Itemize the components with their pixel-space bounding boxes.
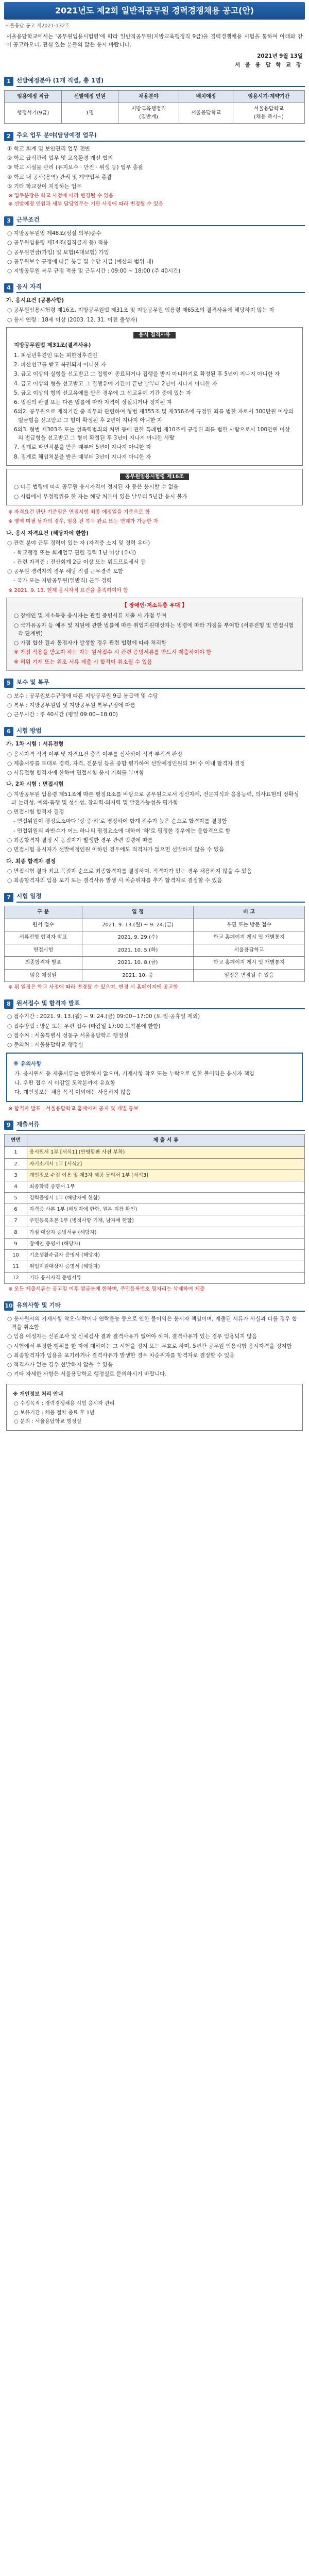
table-cell: 일정은 변경될 수 있음 (194, 969, 305, 982)
list-item: ⑤ 기타 학교장이 지정하는 업무 (7, 183, 82, 190)
qualification-line: - 관련 자격증 : 전산회계 2급 이상 또는 워드프로세서 등 (13, 558, 146, 565)
box-line: ○ 시험에서 부정행위를 한 자는 해당 처분이 있은 날부터 5년간 응시 불가 (14, 493, 187, 500)
apply-red-note: ※ 합격자 발표 : 서울용답학교 홈페이지 공지 및 개별 통보 (8, 1106, 139, 1112)
table-cell: 5 (5, 1193, 27, 1204)
box-title: 【 장애인·저소득층 우대 】 (122, 602, 187, 609)
table-header: 연번 (5, 1134, 27, 1147)
list-item: ○ 지방공무원법 제48조(성실 의무)준수 (7, 230, 101, 237)
box-line: ○ 문의 : 서울용답학교 행정실 (14, 1419, 82, 1425)
exam-line: ○ 면접시험 합격자 결정 (7, 809, 64, 816)
qualification-note: ※ 자격요건 판단 기준일은 면접시험 최종 예정일을 기준으로 함 (8, 509, 150, 515)
qualification-line: ○ 응시 연령 : 18세 이상 (2003. 12. 31. 이전 출생자) (7, 316, 138, 323)
table-cell: 2021. 10. 5.(화) (82, 944, 193, 957)
apply-line: ○ 접수처 : 서울특별시 성동구 서울용답학교 행정실 (7, 1032, 129, 1039)
table-row (5, 1238, 305, 1249)
list-item: ① 학교 회계 및 보안관리 업무 전반 (7, 145, 91, 152)
exam-line: ○ 최종합격자 결정 시 동점자가 발생한 경우 관련 법령에 따름 (7, 837, 153, 843)
table-cell: 면접시험 (5, 944, 82, 957)
box-line: ○ 보유기간 : 채용 절차 종료 후 1년 (14, 1410, 95, 1416)
duties-note: ※ 업무분장은 학교 사정에 따라 변경될 수 있음 ※ 선발예정 인원과 세부 담당업무는 기관 사정에 따라 변경될 수 있음 (8, 193, 163, 207)
table-header: 채용분야 (118, 90, 179, 103)
disqualification-box (6, 327, 303, 466)
table-cell: 임용 예정일 (5, 969, 82, 982)
section-number: 5 (4, 679, 13, 688)
section-title: 보수 및 복무 (16, 678, 305, 689)
issuing-agency: 서 울 용 답 학 교 장 (235, 61, 303, 68)
box-line: 6의2. 공무원으로 재직기간 중 직무와 관련하여 형법 제355조 및 제356조에 규정된 죄를 범한 자로서 300만원 이상의 벌금형을 선고받고 그 형이 확정된 후 2년이 지나지 아니한 자 (14, 409, 294, 423)
subsection-title: 가. 응시요건 (공통사항) (6, 297, 64, 304)
box-line: 1. 피성년후견인 또는 피한정후견인 (14, 352, 98, 359)
table-cell: 2021. 10. 8.(금) (82, 957, 193, 970)
table-cell: 서울용답학교 (채용 즉시~) (233, 103, 304, 124)
table-header: 비 고 (194, 906, 305, 919)
list-item: ○ 지방공무원 복무 규정 적용 및 근무시간 : 09:00 ~ 18:00 (주 40시간) (7, 268, 181, 275)
exam-line: ○ 지방공무원 임용령 제51조에 따른 평정요소를 바탕으로 공무원으로서 정신자세, 전문지식과 응용능력, 의사표현의 정확성과 논리성, 예의·품행 및 성실성, 창의력·의지력 및 발전가능성을 평가함 (7, 791, 299, 806)
table-cell: 자격증 사본 1부 (해당자에 한함, 원본 지참 확인) (27, 1204, 305, 1215)
table-row (5, 1249, 305, 1261)
box-line: 지방공무원법 제31조(결격사유) (14, 342, 91, 349)
table-cell: 8 (5, 1227, 27, 1238)
list-item: ○ 공무원연금(가입) 및 보험(4대보험) 가입 (7, 249, 109, 256)
pay-line: ○ 보수 : 공무원보수규정에 따른 지방공무원 9급 봉급액 및 수당 (7, 692, 158, 699)
section-title: 시험 방법 (16, 726, 305, 737)
box-line: 6. 법원의 판결 또는 다른 법률에 따라 자격이 상실되거나 정지된 자 (14, 399, 173, 406)
page-title: 2021년도 제2회 일반직공무원 경력경쟁채용 공고(안) (4, 2, 305, 20)
schedule-table (4, 906, 305, 982)
schedule-note: ※ 위 일정은 학교 사정에 따라 변경될 수 있으며, 변경 시 홈페이지에 공고함 (8, 985, 178, 991)
section-number: 8 (4, 999, 13, 1009)
table-cell: 주민등록초본 1부 (병적사항 기재, 남자에 한함) (27, 1215, 305, 1227)
section-number: 1 (4, 77, 13, 86)
table-cell: 응시원서 1부 [서식1] (반명함판 사진 부착) (27, 1147, 305, 1158)
box-line: ○ 가점 합산 결과 동점자가 발생할 경우 관련 법령에 따라 처리함 (14, 640, 167, 647)
subsection-title: 나. 2차 시험 : 면접시험 (6, 781, 64, 788)
section-title: 선발예정분야 (1개 직렬, 총 1명) (16, 76, 305, 87)
box-title: ※ 개인정보 처리 안내 (13, 1391, 63, 1397)
table-cell: 취업지원대상자 증명서 (해당자) (27, 1261, 305, 1273)
table-row (5, 1170, 305, 1181)
table-cell: 기타 응시자격 증빙서류 (27, 1273, 305, 1284)
list-item: ○ 공무원보수 규정에 따른 봉급 및 수당 지급 (예산의 범위 내) (7, 258, 154, 265)
box-line: 7. 징계로 파면처분을 받은 때부터 5년이 지나지 아니한 자 (14, 444, 151, 451)
pay-line: ○ 복무 : 지방공무원법 및 지방공무원 복무규정에 따름 (7, 702, 136, 708)
box-line: ※ 가점 적용을 받고자 하는 자는 원서접수 시 관련 증빙서류를 반드시 제출하여야 함 (14, 649, 212, 656)
table-cell: 2021. 9. 13.(월) ~ 9. 24.(금) (82, 919, 193, 931)
qualification-line: - 학교행정 또는 회계업무 관련 경력 1년 이상 (우대) (13, 549, 136, 556)
table-header: 임용시기·계약기간 (233, 90, 304, 103)
qualification-line: ○ 공무원임용시험령 제16조, 지방공무원법 제31조 및 지방공무원 임용령 제65조의 결격사유에 해당하지 않는 자 (7, 307, 274, 314)
notice-line: ○ 적격자가 없는 경우 선발하지 않을 수 있음 (7, 1362, 113, 1368)
exam-line: - 면접위원이 평정요소마다 '상·중·하'로 평정하여 합계 점수가 높은 순으로 합격자를 결정함 (13, 818, 227, 825)
box-line: 4. 금고 이상의 형을 선고받고 그 집행유예 기간이 끝난 날부터 2년이 지나지 아니한 자 (14, 380, 217, 387)
intro-text: 서울용답학교에서는 '공무원임용시험령'에 따라 일반직공무원(지방교육행정직 9급)을 경력경쟁채용 시험을 통하여 아래와 같이 공고하오니, 관심 있는 분들의 많은 응시 바랍니다. (6, 33, 303, 48)
table-cell: 6 (5, 1204, 27, 1215)
table-cell: 12 (5, 1273, 27, 1284)
section-pay-header (4, 678, 305, 689)
table-cell: 장애인 증명서 (해당자) (27, 1238, 305, 1249)
list-item: ② 학교 급식관리 업무 및 교육환경 개선 협의 (7, 155, 113, 162)
section-apply-header (4, 999, 305, 1010)
section-title: 원서접수 및 합격자 발표 (16, 999, 305, 1010)
list-item: ④ 학교 내 공사(용역) 관리 및 계약업무 총괄 (7, 174, 112, 180)
table-row (5, 957, 305, 970)
recruit-table (4, 90, 305, 124)
table-header: 배치예정 (179, 90, 233, 103)
table-cell: 1명 (62, 103, 118, 124)
notice-line: ○ 응시원서의 기재사항 착오·누락이나 연락불능 등으로 인한 불이익은 응시자 책임이며, 제출된 서류가 사실과 다를 경우 합격을 취소함 (7, 1315, 297, 1331)
pay-line: ○ 근무시간 : 주 40시간 (평일 09:00~18:00) (7, 711, 118, 718)
box-title: 공무원임용시험령 제16조 (120, 473, 189, 480)
table-cell: 7 (5, 1215, 27, 1227)
announcement-page (0, 2, 309, 1431)
section-schedule-header (4, 892, 305, 903)
qualification-line: - 국가 또는 지방공무원(일반직) 근무 경력 (13, 578, 112, 584)
exam-line: ○ 면접시험 결과 최고 득점자 순으로 최종합격자를 결정하며, 적격자가 없는 경우 채용하지 않을 수 있음 (7, 868, 252, 874)
table-cell: 2021. 10. 중 (82, 969, 193, 982)
table-cell: 2 (5, 1158, 27, 1170)
table-row (5, 1181, 305, 1192)
table-row (5, 1147, 305, 1158)
section-title: 근무조건 (16, 215, 305, 226)
exam-line: - 면접위원의 과반수가 어느 하나의 평정요소에 대하여 '하'로 평정한 경우에는 불합격으로 함 (13, 827, 231, 834)
notice-line: ○ 최종합격자가 임용을 포기하거나 결격사유가 발생한 경우 차순위자를 합격자로 결정할 수 있음 (7, 1352, 235, 1359)
apply-caution-box (6, 1053, 303, 1102)
announcement-date: 2021년 9월 13일 (257, 53, 303, 60)
table-cell: 지방교육행정직 (일반계) (118, 103, 179, 124)
table-cell: 10 (5, 1249, 27, 1261)
list-item: ③ 학교 시설물 관리 (유지보수 · 안전 · 위생 등) 업무 총괄 (7, 164, 143, 171)
announcement-number: 서울용답 공고 제2021-132호 (5, 23, 70, 29)
section-title: 응시 자격 (16, 282, 305, 293)
table-row (5, 1158, 305, 1170)
table-cell: 3 (5, 1170, 27, 1181)
subsection-title: 나. 응시 자격요건 (해당자에 한함) (6, 530, 89, 536)
table-header: 일 정 (82, 906, 193, 919)
box-title: ※ 유의사항 (13, 1060, 42, 1067)
section-title: 시험 일정 (16, 892, 305, 903)
section-docs-header (4, 1120, 305, 1131)
documents-note: ※ 모든 제출서류는 공고일 이후 발급분에 한하며, 주민등록번호 뒷자리는 삭제하여 제출 (8, 1286, 205, 1293)
table-cell: 가점 대상자 증빙서류 (해당자) (27, 1227, 305, 1238)
section-recruit-header (4, 76, 305, 87)
section-number: 3 (4, 216, 13, 226)
table-header: 선발예정 인원 (62, 90, 118, 103)
table-row (5, 1204, 305, 1215)
table-cell: 최종학력 증명서 1부 (27, 1181, 305, 1192)
section-number: 10 (4, 1301, 13, 1311)
table-cell: 9 (5, 1238, 27, 1249)
notice-line: ○ 기타 자세한 사항은 서울용답학교 행정실로 문의하시기 바랍니다. (7, 1371, 167, 1378)
subsection-title: 다. 최종 합격자 결정 (6, 858, 56, 865)
qualification-note: ※ 병역 미필 남자의 경우, 임용 전 복무 완료 또는 면제가 가능한 자 (8, 519, 159, 525)
exam-line: ○ 면접시험 응시자가 선발예정인원 이하인 경우에도 적격자가 없으면 선발하지 않을 수 있음 (7, 846, 225, 853)
table-header: 구 분 (5, 906, 82, 919)
table-cell: 최종합격자 발표 (5, 957, 82, 970)
table-cell: 2021. 9. 29.(수) (82, 931, 193, 944)
table-cell: 서류전형 합격자 발표 (5, 931, 82, 944)
table-row (5, 931, 305, 944)
box-line: 5. 금고 이상의 형의 선고유예를 받은 경우에 그 선고유예 기간 중에 있는 자 (14, 389, 192, 396)
table-cell: 서울용답학교 (179, 103, 233, 124)
duties-list (7, 145, 302, 191)
table-cell: 원서 접수 (5, 919, 82, 931)
box-line: 2. 파산선고를 받고 복권되지 아니한 자 (14, 362, 106, 368)
exam-rule-box (6, 469, 303, 505)
section-number: 6 (4, 727, 13, 736)
section-duties-header (4, 131, 305, 142)
exam-line: ○ 서류전형 합격자에 한하여 면접시험 응시 기회를 부여함 (7, 770, 144, 776)
exam-line: ○ 응시자격 적격 여부 및 자격요건 충족 여부를 심사하여 적격·부적격 판정 (7, 751, 183, 757)
box-line: ※ 허위 기재 또는 위조 서류 제출 시 합격이 취소될 수 있음 (14, 658, 152, 665)
table-cell: 학교 홈페이지 게시 및 개별통지 (194, 931, 305, 944)
conditions-list (7, 229, 302, 275)
table-row (5, 944, 305, 957)
apply-line: ○ 문의처 : 서울용답학교 행정실 (7, 1042, 83, 1048)
apply-line: ○ 접수기간 : 2021. 9. 13.(월) ~ 9. 24.(금) 09:00~17:00 (토·일·공휴일 제외) (7, 1013, 200, 1020)
exam-line: ○ 최종합격자의 임용 포기 또는 결격사유 발생 시 차순위자를 추가 합격자로 결정할 수 있음 (7, 877, 222, 884)
table-cell: 우편 또는 방문 접수 (194, 919, 305, 931)
notice-line: ○ 임용 예정자는 신원조사 및 신체검사 결과 결격사유가 없어야 하며, 결격사유가 있는 경우 임용되지 않음 (7, 1333, 258, 1340)
table-cell: 행정서기(9급) (5, 103, 62, 124)
table-cell: 4 (5, 1181, 27, 1192)
list-item: ○ 공무원임용령 제14조(겸직금지 등) 적용 (7, 240, 109, 246)
section-notices-header (4, 1301, 305, 1312)
subsection-title: 가. 1차 시험 : 서류전형 (6, 741, 64, 748)
box-line: 다. 개인정보는 채용 목적 이외에는 사용하지 않음 (14, 1089, 131, 1096)
section-conditions-header (4, 215, 305, 226)
section-title: 제출서류 (16, 1120, 305, 1131)
table-row (5, 1215, 305, 1227)
table-row (5, 1193, 305, 1204)
privacy-box (6, 1384, 303, 1431)
section-number: 2 (4, 132, 13, 141)
qualification-line: ○ 공무원 경력자의 경우 해당 직렬 근무경력 포함 (7, 568, 124, 575)
preference-box (6, 598, 303, 671)
table-cell: 11 (5, 1261, 27, 1273)
qualification-line: ○ 관련 분야 근무 경력이 있는 자 (자격증 소지 및 경력 우대) (7, 540, 150, 547)
table-cell: 개인정보 수집·이용 및 제3자 제공 동의서 1부 [서식3] (27, 1170, 305, 1181)
notice-line: ○ 시험에서 부정한 행위를 한 자에 대하여는 그 시험을 정지 또는 무효로 하며, 5년간 공무원 임용시험 응시자격을 정지함 (7, 1343, 292, 1349)
box-line: ○ 국가유공자 등 예우 및 지원에 관한 법률에 따른 취업지원대상자는 법령에 따라 가점을 부여함 (서류전형 및 면접시험 각 단계별) (14, 622, 294, 637)
section-title: 유의사항 및 기타 (16, 1301, 305, 1312)
table-cell: 학교 홈페이지 게시 및 개별통지 (194, 957, 305, 970)
section-number: 7 (4, 893, 13, 902)
section-title: 주요 업무 분야(담당예정 업무) (16, 131, 305, 142)
apply-line: ○ 접수방법 : 방문 또는 우편 접수 (마감일 17:00 도착분에 한함) (7, 1023, 161, 1029)
section-number: 4 (4, 283, 13, 293)
table-row (5, 1261, 305, 1273)
table-cell: 자기소개서 1부 [서식2] (27, 1158, 305, 1170)
table-row (5, 1227, 305, 1238)
table-row (5, 1273, 305, 1284)
exam-line: ○ 제출서류를 토대로 경력, 자격, 전문성 등을 종합 평가하여 선발예정인원의 3배수 이내 합격자 결정 (7, 760, 245, 767)
box-line: 3. 금고 이상의 실형을 선고받고 그 집행이 종료되거나 집행을 받지 아니하기로 확정된 후 5년이 지나지 아니한 자 (14, 371, 280, 378)
box-title: 응시 결격사유 (133, 332, 175, 338)
section-number: 9 (4, 1121, 13, 1130)
box-line: ○ 장애인 및 저소득층 응시자는 관련 증빙서류 제출 시 가점 부여 (14, 613, 167, 619)
box-line: 가. 응시원서 등 제출서류는 반환하지 않으며, 기재사항 착오 또는 누락으로 인한 불이익은 응시자 책임 (14, 1070, 254, 1077)
table-cell: 기초생활수급자 증명서 (해당자) (27, 1249, 305, 1261)
table-header: 임용예정 직급 (5, 90, 62, 103)
table-cell: 서울용답학교 (194, 944, 305, 957)
table-row (5, 919, 305, 931)
qualification-red-note: ※ 2021. 9. 13. 현재 응시자격 요건을 충족하여야 함 (8, 587, 128, 594)
table-cell: 경력증명서 1부 (해당자에 한함) (27, 1193, 305, 1204)
documents-table (4, 1134, 305, 1284)
box-line: ○ 다른 법령에 따라 공무원 응시자격이 정지된 자 등은 응시할 수 없음 (14, 484, 179, 490)
section-qualification-header (4, 282, 305, 293)
box-line: 8. 징계로 해임처분을 받은 때부터 3년이 지나지 아니한 자 (14, 453, 151, 460)
box-line: 6의3. 형법 제303조 또는 성폭력범죄의 처벌 등에 관한 특례법 제10조에 규정된 죄를 범한 사람으로서 100만원 이상의 벌금형을 선고받고 그 형이 확정된 후 3년이 지나지 아니한 사람 (14, 426, 290, 442)
table-header: 제 출 서 류 (27, 1134, 305, 1147)
table-row (5, 969, 305, 982)
section-exam-header (4, 726, 305, 737)
box-line: 나. 우편 접수 시 마감일 도착분까지 유효함 (14, 1080, 115, 1087)
table-cell: 1 (5, 1147, 27, 1158)
box-line: ○ 수집목적 : 경력경쟁채용 시험 응시자 관리 (14, 1401, 115, 1407)
